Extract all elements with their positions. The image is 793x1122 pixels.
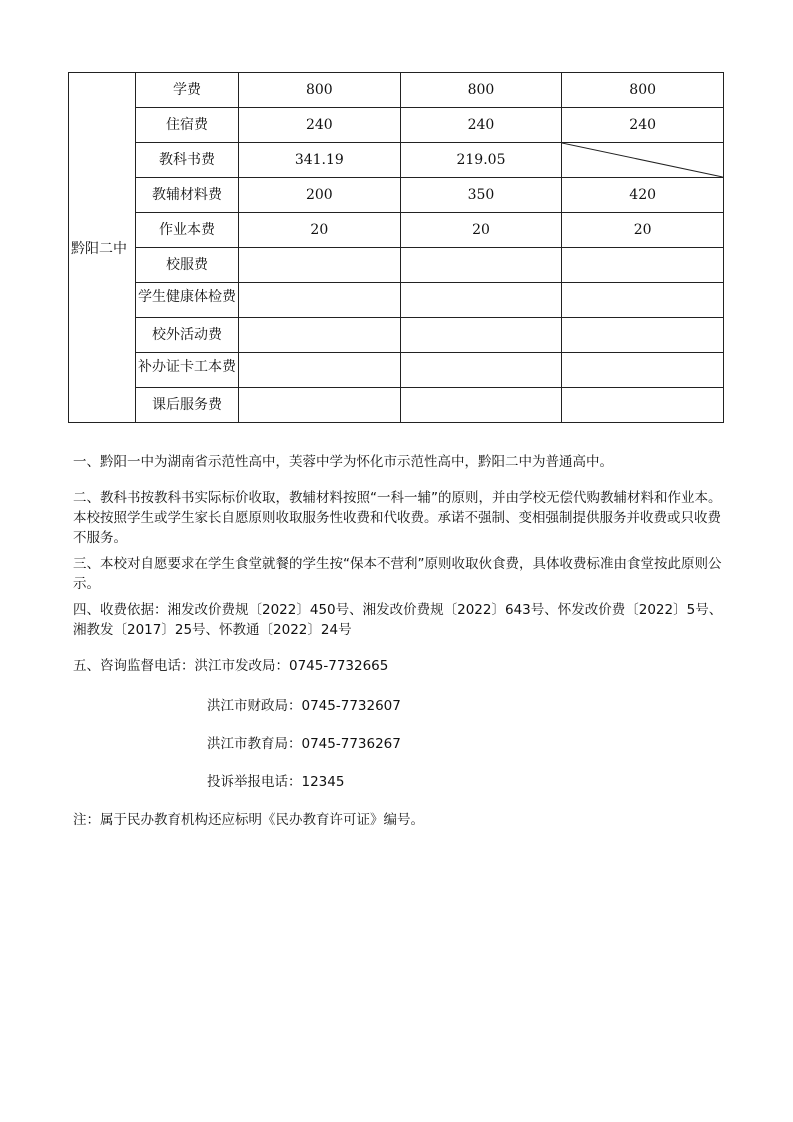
- table-row: [69, 388, 724, 423]
- fee-value-cell: [400, 283, 562, 318]
- table-row: [69, 108, 724, 143]
- school-name-cell: 黔阳二中: [69, 73, 136, 423]
- note-hotline-education: 洪江市教育局：0745-7736267: [207, 736, 401, 752]
- table-row: [69, 283, 724, 318]
- fee-value-cell: 800: [562, 73, 724, 108]
- fee-item-cell: 校服费: [136, 248, 239, 283]
- note-canteen-policy: 三、本校对自愿要求在学生食堂就餐的学生按“保本不营利”原则收取伙食费，具体收费标准由食堂按此原则公示。: [73, 556, 722, 592]
- fee-value-cell: 350: [400, 178, 562, 213]
- fee-item-cell: 教辅材料费: [136, 178, 239, 213]
- fee-value-cell: 20: [239, 213, 401, 248]
- table-row: [69, 73, 724, 108]
- fee-item-cell: 校外活动费: [136, 318, 239, 353]
- fee-value-cell: [239, 283, 401, 318]
- not-applicable-cell: [562, 143, 724, 178]
- diagonal-slash-mark: [562, 143, 723, 177]
- table-row: [69, 353, 724, 388]
- fee-value-cell: 240: [400, 108, 562, 143]
- fee-value-cell: 800: [239, 73, 401, 108]
- fee-value-cell: 20: [400, 213, 562, 248]
- note-fee-basis: 四、收费依据：湘发改价费规〔2022〕450号、湘发改价费规〔2022〕643号、怀发改价费〔2022〕5号、湘教发〔2017〕25号、怀教通〔2022〕24号: [73, 602, 723, 638]
- fee-value-cell: 200: [239, 178, 401, 213]
- fee-value-cell: [239, 388, 401, 423]
- table-row: [69, 213, 724, 248]
- fee-value-cell: [400, 353, 562, 388]
- fee-value-cell: [562, 318, 724, 353]
- fee-value-cell: 420: [562, 178, 724, 213]
- note-hotline-finance: 洪江市财政局：0745-7732607: [207, 698, 401, 714]
- fee-table: [68, 72, 724, 423]
- note-private-license: 注：属于民办教育机构还应标明《民办教育许可证》编号。: [73, 812, 424, 828]
- fee-item-cell: 学费: [136, 73, 239, 108]
- fee-item-cell: 补办证卡工本费: [136, 353, 239, 388]
- fee-item-cell: 教科书费: [136, 143, 239, 178]
- fee-item-cell: 作业本费: [136, 213, 239, 248]
- fee-item-cell: 课后服务费: [136, 388, 239, 423]
- note-textbook-policy: 二、教科书按教科书实际标价收取，教辅材料按照“一科一辅”的原则，并由学校无偿代购教辅材料和作业本。本校按照学生或学生家长自愿原则收取服务性收费和代收费。承诺不强制、变相强制提供服务并收费或只收费不服务。: [73, 490, 722, 546]
- note-complaint-hotline: 投诉举报电话：12345: [207, 774, 345, 790]
- fee-value-cell: 341.19: [239, 143, 401, 178]
- fee-item-cell: 住宿费: [136, 108, 239, 143]
- fee-value-cell: [239, 318, 401, 353]
- fee-value-cell: [400, 318, 562, 353]
- fee-value-cell: [400, 248, 562, 283]
- note-school-levels: 一、黔阳一中为湖南省示范性高中，芙蓉中学为怀化市示范性高中，黔阳二中为普通高中。: [73, 454, 613, 470]
- fee-value-cell: 240: [562, 108, 724, 143]
- table-row: [69, 318, 724, 353]
- note-hotline-development: 五、咨询监督电话：洪江市发改局：0745-7732665: [73, 658, 389, 674]
- fee-value-cell: [400, 388, 562, 423]
- fee-value-cell: [562, 353, 724, 388]
- fee-value-cell: [562, 283, 724, 318]
- table-row: [69, 248, 724, 283]
- fee-value-cell: 219.05: [400, 143, 562, 178]
- fee-value-cell: [239, 248, 401, 283]
- table-row: [69, 178, 724, 213]
- fee-value-cell: 800: [400, 73, 562, 108]
- fee-value-cell: 240: [239, 108, 401, 143]
- table-row: [69, 143, 724, 178]
- fee-value-cell: [239, 353, 401, 388]
- fee-value-cell: 20: [562, 213, 724, 248]
- fee-item-cell: 学生健康体检费: [136, 283, 239, 318]
- fee-value-cell: [562, 388, 724, 423]
- fee-value-cell: [562, 248, 724, 283]
